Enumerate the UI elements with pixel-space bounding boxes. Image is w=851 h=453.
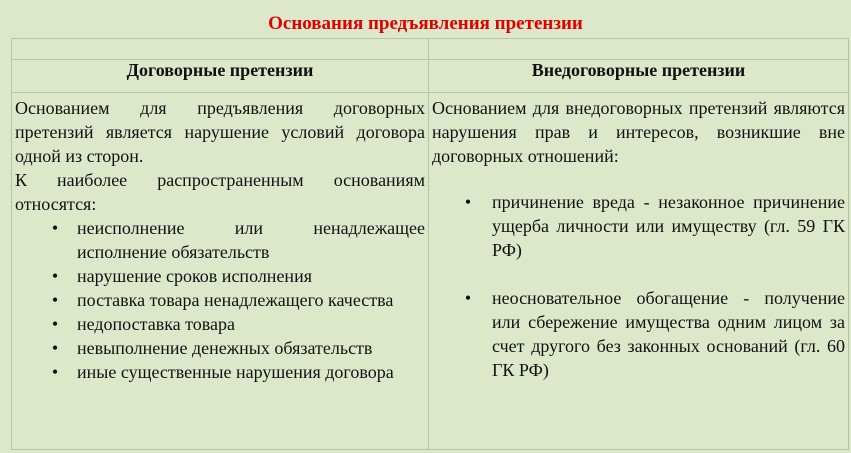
bullet-icon: • [51,314,59,334]
claims-table [11,38,849,450]
header-row [12,60,849,93]
contractual-paragraph-2: К наиболее распространенным основаниям относятся: [15,170,425,214]
noncontractual-cell [429,93,849,450]
list-item: • невыполнение денежных обязательств [15,336,425,360]
contractual-content [12,93,428,384]
spacer-row [12,39,849,60]
contractual-cell [12,93,429,450]
contractual-paragraph-1: Основанием для предъявления договорных претензий является нарушение условий договора одной из сторон. [15,98,425,166]
list-item: • неисполнение или ненадлежащее исполнение обязательств [15,216,425,264]
spacer [432,262,845,286]
list-item: • причинение вреда - незаконное причинение ущерба личности или имуществу (гл. 59 ГК РФ) [432,190,845,262]
spacer [432,168,845,190]
bullet-icon: • [464,288,472,308]
bullet-icon: • [51,218,59,238]
contractual-grounds-list [15,216,425,384]
spacer-cell-left [12,39,429,60]
bullet-icon: • [51,266,59,286]
bullet-icon: • [464,192,472,212]
bullet-icon: • [51,362,59,382]
bullet-icon: • [51,290,59,310]
noncontractual-paragraph-1: Основанием для внедоговорных претензий являются нарушения прав и интересов, возникшие вне договорных отношений: [432,98,845,166]
list-item: • неосновательное обогащение - получение или сбережение имущества одним лицом за счет другого без законных оснований (гл. 60 ГК РФ) [432,286,845,382]
noncontractual-content [429,93,848,382]
page-title: Основания предъявления претензии [268,13,583,34]
column-header-contractual: Договорные претензии [12,60,429,93]
list-item: • поставка товара ненадлежащего качества [15,288,425,312]
bullet-icon: • [51,338,59,358]
list-item: • иные существенные нарушения договора [15,360,425,384]
noncontractual-grounds-list [432,190,845,382]
body-row [12,93,849,450]
list-item: • недопоставка товара [15,312,425,336]
spacer-cell-right [429,39,849,60]
column-header-noncontractual: Внедоговорные претензии [429,60,849,93]
list-item: • нарушение сроков исполнения [15,264,425,288]
